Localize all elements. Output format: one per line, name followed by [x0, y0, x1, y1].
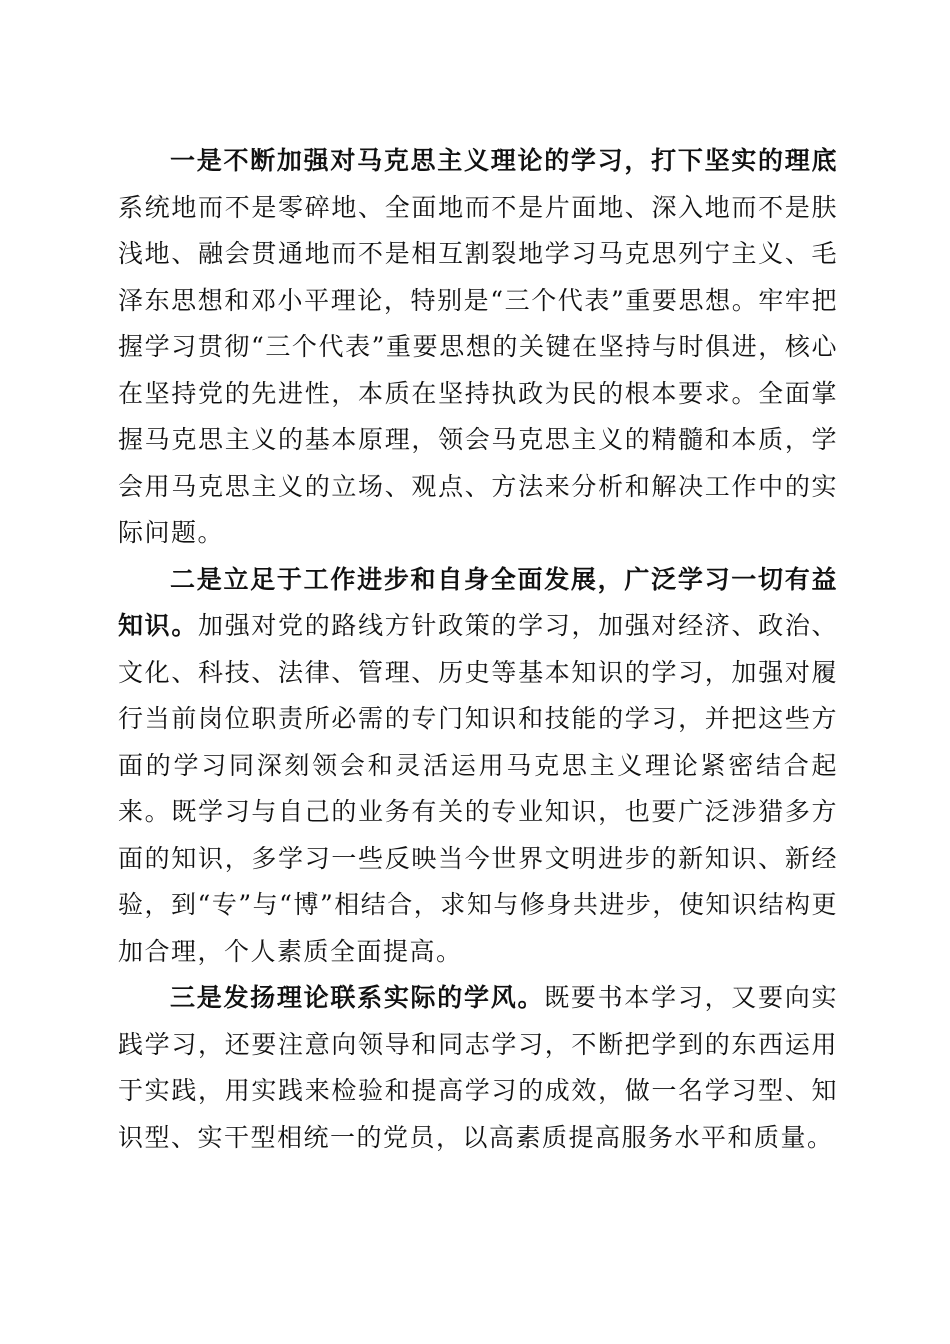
- paragraph-lead: 三是发扬理论联系实际的学风。: [170, 983, 545, 1012]
- paragraph-text: 既要书本学习，又要向实践学习，还要注意向领导和同志学习，不断把学到的东西运用于实践，用实践来检验和提高学习的成效，做一名学习型、知识型、实干型相统一的党员，以高素质提高服务水平和质量。: [118, 983, 838, 1152]
- paragraph-lead: 一是不断加强对马克思主义理论的学习，打下坚实的理底: [170, 146, 838, 175]
- paragraph-practice: [118, 975, 838, 1161]
- paragraph-text: 加强对党的路线方针政策的学习，加强对经济、政治、文化、科技、法律、管理、历史等基本知识的学习，加强对履行当前岗位职责所必需的专门知识和技能的学习，并把这些方面的学习同深刻领会和灵活运用马克思主义理论紧密结合起来。既学习与自己的业务有关的专业知识，也要广泛涉猎多方面的知识，多学习一些反映当今世界文明进步的新知识、新经验，到“专”与“博”相结合，求知与修身共进步，使知识结构更加合理，个人素质全面提高。: [118, 611, 838, 966]
- paragraph-theory-study: [118, 138, 838, 557]
- document-body: [118, 138, 838, 1161]
- paragraph-broad-learning: [118, 557, 838, 976]
- paragraph-text: 系统地而不是零碎地、全面地而不是片面地、深入地而不是肤浅地、融会贯通地而不是相互割裂地学习马克思列宁主义、毛泽东思想和邓小平理论，特别是“三个代表”重要思想。牢牢把握学习贯彻“三个代表”重要思想的关键在坚持与时俱进，核心在坚持党的先进性，本质在坚持执政为民的根本要求。全面掌握马克思主义的基本原理，领会马克思主义的精髓和本质，学会用马克思主义的立场、观点、方法来分析和解决工作中的实际问题。: [118, 192, 838, 547]
- paragraph-lead: 二是立足于工作进步和自身全面发展，广泛学习一切有益知识。: [118, 564, 838, 640]
